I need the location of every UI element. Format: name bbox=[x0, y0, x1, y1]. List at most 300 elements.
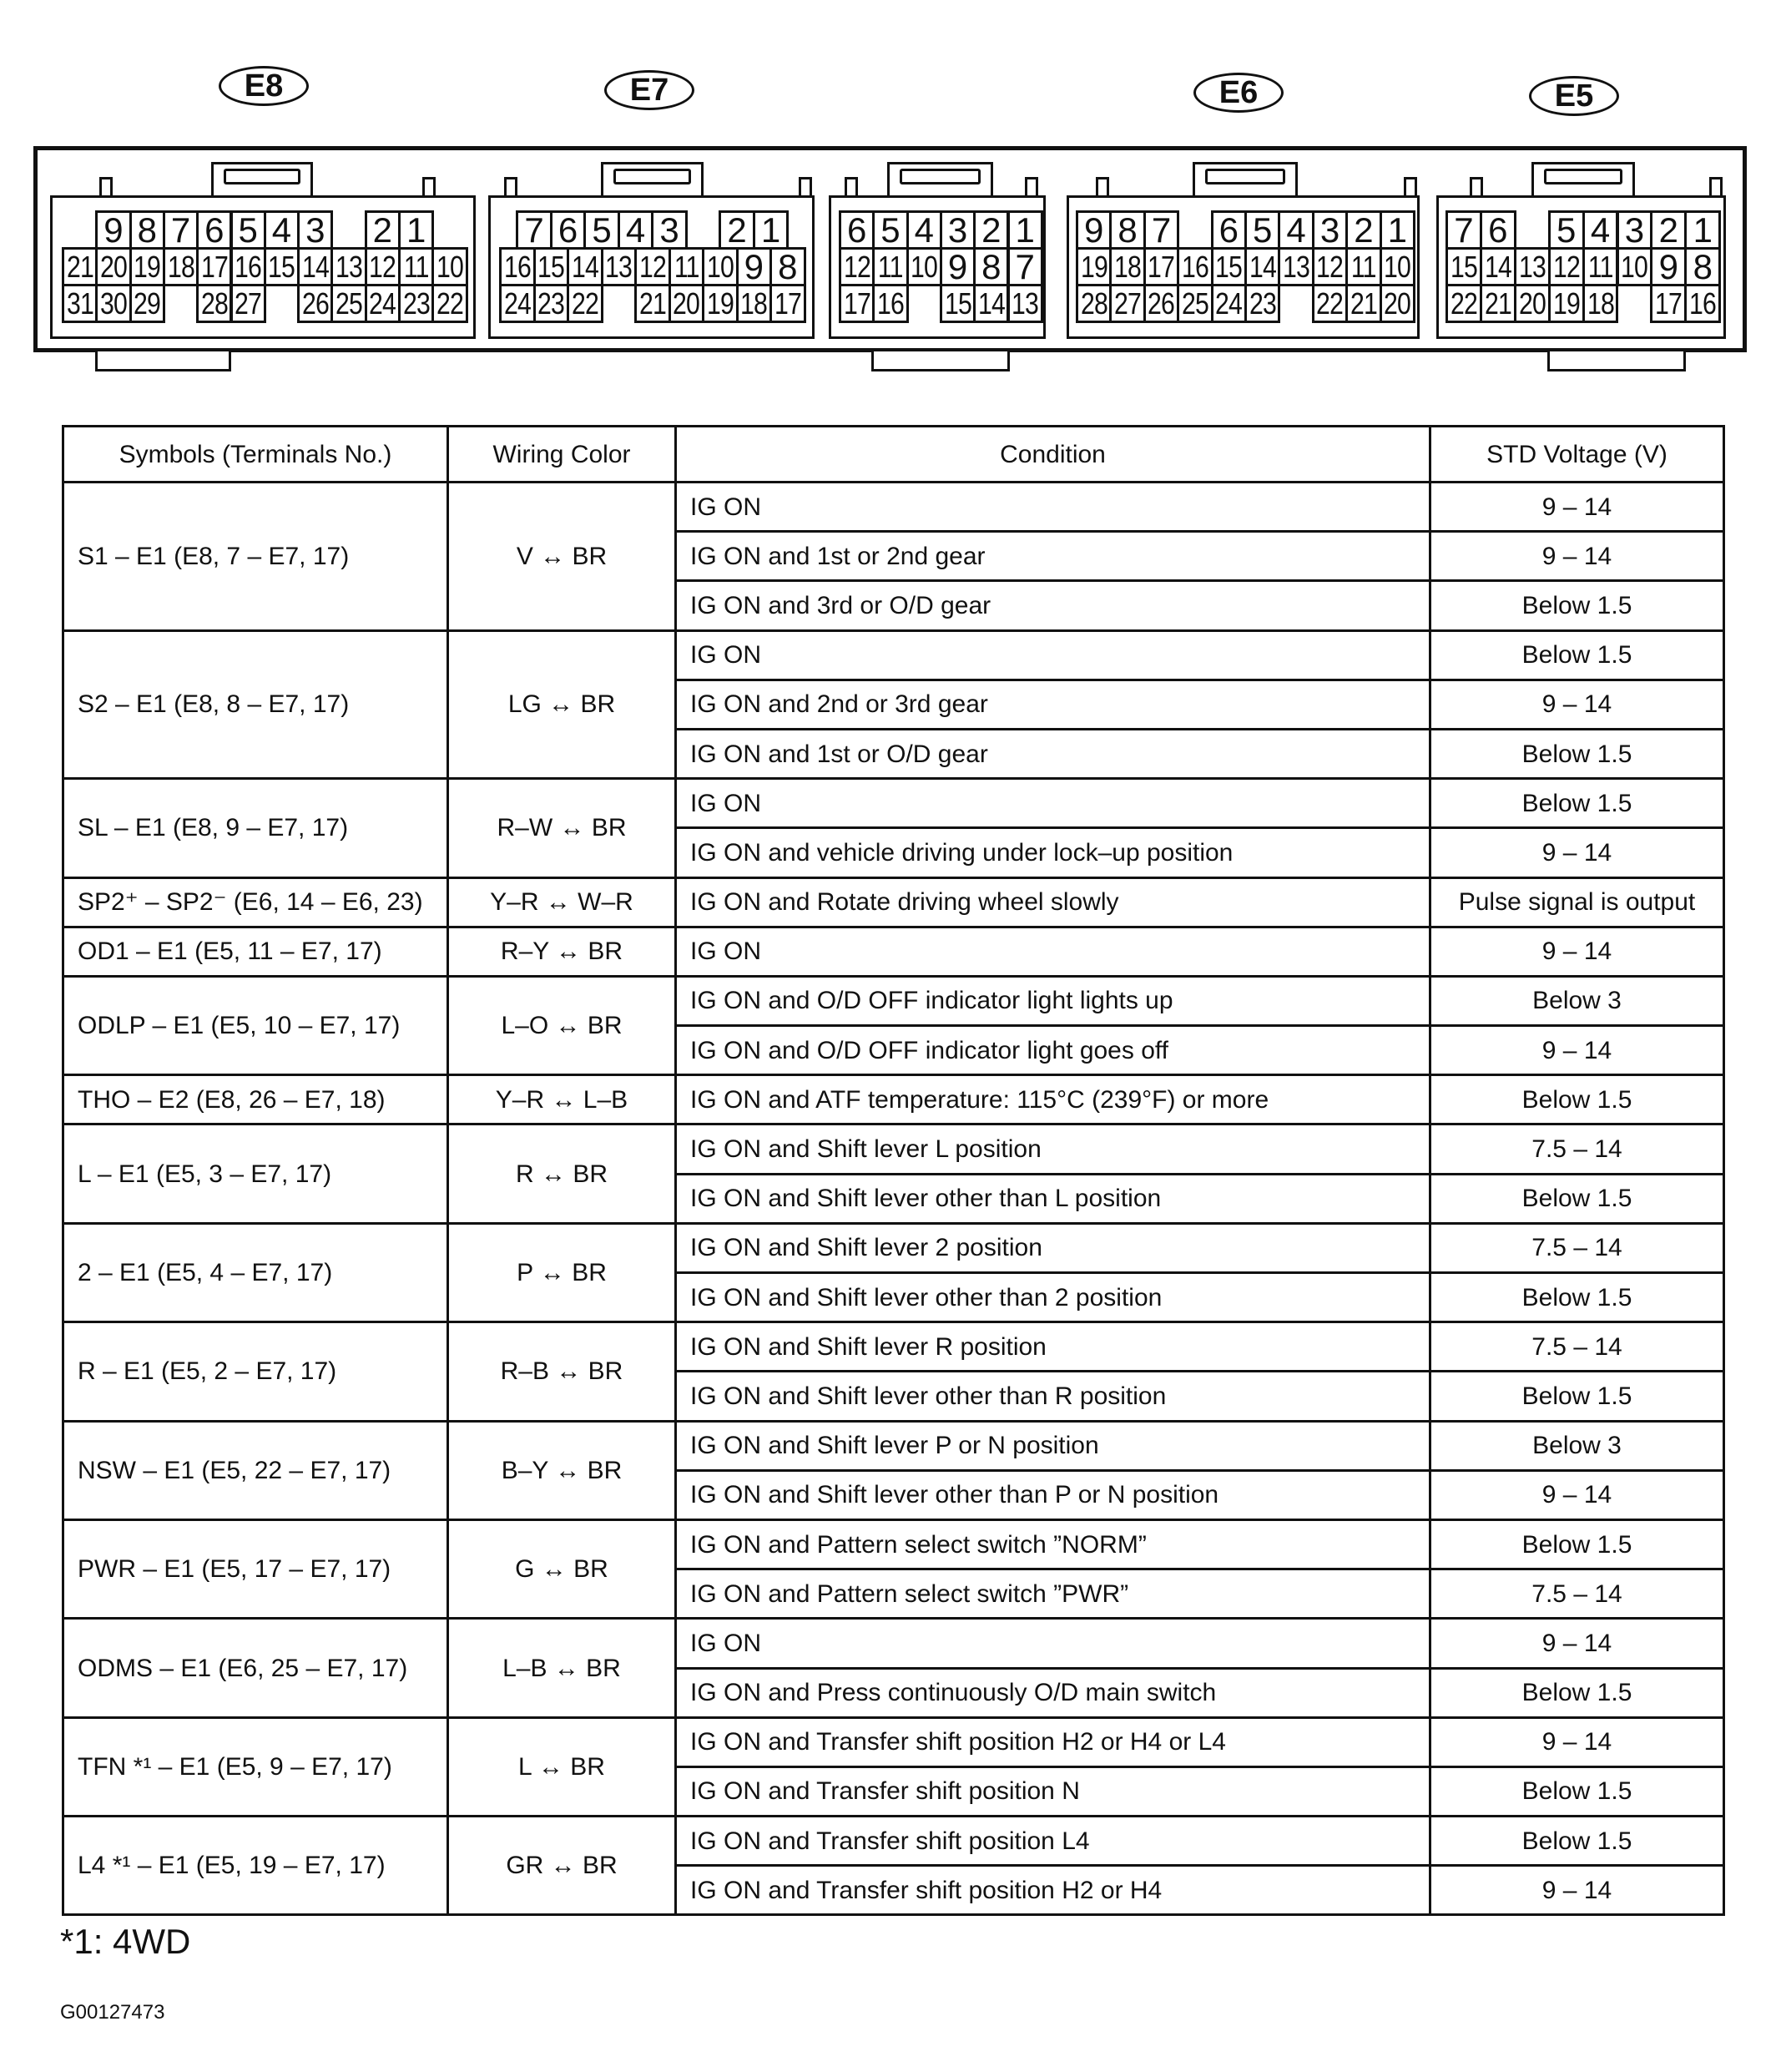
terminal-pin bbox=[550, 210, 587, 250]
wiring-color: L ↔ BR bbox=[448, 1717, 676, 1816]
wiring-color: LG ↔ BR bbox=[448, 630, 676, 779]
terminal-pin bbox=[669, 284, 705, 323]
test-condition: IG ON and Shift lever other than 2 position bbox=[676, 1273, 1430, 1322]
terminal-pin bbox=[1582, 284, 1619, 323]
terminal-pin bbox=[872, 284, 908, 323]
terminal-pin bbox=[1312, 247, 1348, 286]
terminal-pin bbox=[95, 210, 131, 250]
terminal-pin bbox=[1548, 284, 1585, 323]
std-voltage: 9 – 14 bbox=[1430, 1866, 1724, 1915]
test-condition: IG ON and ATF temperature: 115°C (239°F) or more bbox=[676, 1075, 1430, 1124]
terminal-number: 5 bbox=[880, 210, 901, 250]
terminal-pin bbox=[1345, 210, 1381, 250]
terminal-number: 17 bbox=[843, 286, 870, 321]
terminal-pin bbox=[736, 247, 773, 286]
terminal-pin bbox=[1445, 247, 1482, 286]
locating-key bbox=[504, 177, 517, 195]
terminal-number: 22 bbox=[571, 286, 598, 321]
terminal-pin bbox=[1445, 210, 1482, 250]
terminal-pin bbox=[1514, 247, 1551, 286]
wiring-color: L–O ↔ BR bbox=[448, 976, 676, 1074]
terminal-symbol: S1 – E1 (E8, 7 – E7, 17) bbox=[63, 483, 448, 631]
test-condition: IG ON and Transfer shift position H2 or H4 or L4 bbox=[676, 1717, 1430, 1766]
terminal-pin bbox=[702, 284, 739, 323]
test-condition: IG ON and Shift lever P or N position bbox=[676, 1421, 1430, 1470]
terminal-number: 24 bbox=[503, 286, 531, 321]
terminal-number: 12 bbox=[1552, 249, 1580, 284]
test-condition: IG ON and 2nd or 3rd gear bbox=[676, 680, 1430, 729]
test-condition: IG ON bbox=[676, 927, 1430, 976]
terminal-symbol: TFN *¹ – E1 (E5, 9 – E7, 17) bbox=[63, 1717, 448, 1816]
header-condition: Condition bbox=[676, 427, 1430, 483]
std-voltage: 9 – 14 bbox=[1430, 680, 1724, 729]
std-voltage: Below 1.5 bbox=[1430, 1668, 1724, 1717]
terminal-number: 16 bbox=[1181, 249, 1208, 284]
terminal-pin bbox=[1480, 247, 1516, 286]
terminal-pin bbox=[499, 247, 536, 286]
terminal-pin bbox=[940, 247, 976, 286]
terminal-pin bbox=[634, 247, 671, 286]
terminal-number: 12 bbox=[1316, 249, 1344, 284]
terminal-pin bbox=[516, 210, 552, 250]
latch-lever bbox=[1205, 169, 1285, 184]
terminal-symbol: THO – E2 (E8, 26 – E7, 18) bbox=[63, 1075, 448, 1124]
terminal-symbol: ODLP – E1 (E5, 10 – E7, 17) bbox=[63, 976, 448, 1074]
footnote: *1: 4WD bbox=[60, 1922, 191, 1961]
terminal-number: 10 bbox=[706, 249, 734, 284]
wiring-color: L–B ↔ BR bbox=[448, 1619, 676, 1717]
terminal-number: 6 bbox=[204, 210, 225, 250]
terminal-number: 28 bbox=[1080, 286, 1107, 321]
test-condition: IG ON and Rotate driving wheel slowly bbox=[676, 877, 1430, 927]
std-voltage: Below 1.5 bbox=[1430, 1766, 1724, 1816]
test-condition: IG ON and Pattern select switch ”PWR” bbox=[676, 1569, 1430, 1619]
terminal-number: 15 bbox=[1450, 249, 1477, 284]
terminal-pin bbox=[1514, 284, 1551, 323]
terminal-pin bbox=[1684, 210, 1721, 250]
terminal-pin bbox=[1380, 284, 1415, 323]
std-voltage: 9 – 14 bbox=[1430, 1470, 1724, 1519]
locating-key bbox=[845, 177, 858, 195]
std-voltage: Below 1.5 bbox=[1430, 630, 1724, 680]
terminal-number: 17 bbox=[774, 286, 801, 321]
test-condition: IG ON and O/D OFF indicator light goes off bbox=[676, 1026, 1430, 1075]
table-row bbox=[63, 1075, 1724, 1124]
terminal-pin bbox=[230, 247, 266, 286]
terminal-number: 2 bbox=[1658, 210, 1679, 250]
locating-key bbox=[422, 177, 436, 195]
std-voltage: Below 1.5 bbox=[1430, 581, 1724, 630]
test-condition: IG ON and Shift lever other than L position bbox=[676, 1174, 1430, 1223]
table-row bbox=[63, 1619, 1724, 1668]
terminal-number: 15 bbox=[1215, 249, 1243, 284]
locating-key bbox=[1096, 177, 1109, 195]
terminal-pin bbox=[1109, 247, 1145, 286]
terminal-pin bbox=[533, 247, 570, 286]
terminal-number: 11 bbox=[878, 249, 903, 284]
terminal-symbol: L4 *¹ – E1 (E5, 19 – E7, 17) bbox=[63, 1817, 448, 1915]
header-std-voltage: STD Voltage (V) bbox=[1430, 427, 1724, 483]
terminal-number: 6 bbox=[1488, 210, 1508, 250]
terminal-pin bbox=[230, 284, 266, 323]
table-row bbox=[63, 976, 1724, 1025]
terminal-number: 23 bbox=[402, 286, 430, 321]
wiring-color: Y–R ↔ W–R bbox=[448, 877, 676, 927]
terminal-symbol: S2 – E1 (E8, 8 – E7, 17) bbox=[63, 630, 448, 779]
terminal-pin bbox=[330, 247, 366, 286]
connector-bottom-tab bbox=[95, 351, 231, 371]
terminal-pin bbox=[839, 284, 875, 323]
terminal-pin bbox=[499, 284, 536, 323]
terminal-number: 6 bbox=[558, 210, 578, 250]
terminal-pin bbox=[601, 247, 638, 286]
terminal-number: 23 bbox=[537, 286, 565, 321]
table-row bbox=[63, 1717, 1724, 1766]
terminal-pin bbox=[1177, 284, 1213, 323]
terminal-number: 15 bbox=[537, 249, 565, 284]
terminal-pin bbox=[973, 210, 1009, 250]
terminal-number: 4 bbox=[625, 210, 646, 250]
std-voltage: Below 1.5 bbox=[1430, 1817, 1724, 1866]
terminal-pin bbox=[62, 284, 98, 323]
terminal-pin bbox=[1076, 210, 1112, 250]
terminal-number: 9 bbox=[1658, 247, 1679, 286]
locating-key bbox=[99, 177, 113, 195]
connector-label-e8: E8 bbox=[219, 66, 309, 106]
test-condition: IG ON bbox=[676, 779, 1430, 828]
terminal-number: 21 bbox=[1484, 286, 1511, 321]
terminal-number: 8 bbox=[1118, 210, 1138, 250]
latch-lever bbox=[613, 169, 691, 184]
terminal-number: 4 bbox=[271, 210, 292, 250]
connector-latch-tab bbox=[887, 162, 993, 195]
std-voltage: 9 – 14 bbox=[1430, 927, 1724, 976]
connector-label-e5: E5 bbox=[1529, 76, 1619, 116]
terminal-number: 23 bbox=[1249, 286, 1276, 321]
terminal-pin bbox=[129, 284, 165, 323]
terminal-pin bbox=[1445, 284, 1482, 323]
wiring-color: GR ↔ BR bbox=[448, 1817, 676, 1915]
terminal-pin bbox=[431, 247, 467, 286]
terminal-pin bbox=[1244, 284, 1280, 323]
terminal-number: 19 bbox=[1080, 249, 1107, 284]
table-row bbox=[63, 1124, 1724, 1174]
terminal-pin bbox=[1278, 210, 1314, 250]
connector-bottom-tab bbox=[1547, 351, 1686, 371]
terminal-number: 4 bbox=[1590, 210, 1611, 250]
table-row bbox=[63, 1519, 1724, 1569]
latch-lever bbox=[900, 169, 981, 184]
connector-latch-tab bbox=[1531, 162, 1635, 195]
terminal-pin bbox=[719, 210, 755, 250]
terminal-number: 13 bbox=[336, 249, 363, 284]
terminal-pin bbox=[1684, 247, 1721, 286]
terminal-number: 24 bbox=[369, 286, 396, 321]
terminal-pin bbox=[365, 247, 401, 286]
std-voltage: Below 1.5 bbox=[1430, 1174, 1724, 1223]
terminal-pin bbox=[753, 210, 790, 250]
test-condition: IG ON and 3rd or O/D gear bbox=[676, 581, 1430, 630]
terminal-number: 9 bbox=[1084, 210, 1104, 250]
table-row bbox=[63, 1322, 1724, 1372]
terminal-number: 11 bbox=[403, 249, 429, 284]
terminal-number: 24 bbox=[1215, 286, 1243, 321]
terminal-pin bbox=[872, 210, 908, 250]
terminal-pin bbox=[163, 247, 199, 286]
terminal-symbol: 2 – E1 (E5, 4 – E7, 17) bbox=[63, 1223, 448, 1322]
terminal-number: 27 bbox=[235, 286, 262, 321]
terminal-pin bbox=[618, 210, 654, 250]
terminal-number: 18 bbox=[1587, 286, 1614, 321]
terminal-pin bbox=[634, 284, 671, 323]
terminal-number: 22 bbox=[436, 286, 463, 321]
terminal-pin bbox=[330, 284, 366, 323]
header-symbols: Symbols (Terminals No.) bbox=[63, 427, 448, 483]
terminal-number: 20 bbox=[673, 286, 700, 321]
terminal-number: 26 bbox=[301, 286, 329, 321]
table-row bbox=[63, 1223, 1724, 1272]
terminal-number: 20 bbox=[99, 249, 127, 284]
terminal-pin bbox=[230, 210, 266, 250]
std-voltage: Below 1.5 bbox=[1430, 1273, 1724, 1322]
std-voltage: Below 1.5 bbox=[1430, 1372, 1724, 1421]
terminal-pin bbox=[1109, 210, 1145, 250]
terminal-number: 17 bbox=[200, 249, 228, 284]
terminal-pin bbox=[365, 284, 401, 323]
terminal-symbol: NSW – E1 (E5, 22 – E7, 17) bbox=[63, 1421, 448, 1519]
terminal-number: 10 bbox=[436, 249, 463, 284]
terminal-number: 3 bbox=[1624, 210, 1645, 250]
terminal-pin bbox=[736, 284, 773, 323]
terminal-pin bbox=[1548, 247, 1585, 286]
terminal-pin bbox=[1380, 247, 1415, 286]
terminal-pin bbox=[129, 247, 165, 286]
terminal-pin bbox=[1244, 247, 1280, 286]
terminal-pin bbox=[973, 247, 1009, 286]
terminal-pin bbox=[1007, 210, 1043, 250]
test-condition: IG ON and 1st or 2nd gear bbox=[676, 532, 1430, 581]
terminal-number: 19 bbox=[706, 286, 734, 321]
locating-key bbox=[799, 177, 812, 195]
terminal-pin bbox=[297, 210, 333, 250]
terminal-number: 14 bbox=[1249, 249, 1276, 284]
wiring-color: P ↔ BR bbox=[448, 1223, 676, 1322]
terminal-pin bbox=[906, 210, 942, 250]
std-voltage: 7.5 – 14 bbox=[1430, 1322, 1724, 1372]
terminal-number: 25 bbox=[1181, 286, 1208, 321]
test-condition: IG ON and Shift lever R position bbox=[676, 1322, 1430, 1372]
connector-latch-tab bbox=[211, 162, 313, 195]
terminal-number: 7 bbox=[1454, 210, 1474, 250]
terminal-symbol: ODMS – E1 (E6, 25 – E7, 17) bbox=[63, 1619, 448, 1717]
terminal-number: 11 bbox=[1351, 249, 1376, 284]
terminal-pin bbox=[651, 210, 688, 250]
terminal-pin bbox=[906, 247, 942, 286]
terminal-pin bbox=[567, 284, 603, 323]
std-voltage: 7.5 – 14 bbox=[1430, 1223, 1724, 1272]
test-condition: IG ON and 1st or O/D gear bbox=[676, 729, 1430, 778]
wiring-color: R–Y ↔ BR bbox=[448, 927, 676, 976]
terminal-pin bbox=[1650, 210, 1687, 250]
table-row bbox=[63, 927, 1724, 976]
terminal-number: 13 bbox=[1283, 249, 1310, 284]
terminal-number: 6 bbox=[1218, 210, 1239, 250]
terminal-number: 14 bbox=[1484, 249, 1511, 284]
std-voltage: Below 3 bbox=[1430, 1421, 1724, 1470]
terminal-pin bbox=[1007, 247, 1043, 286]
std-voltage: Below 1.5 bbox=[1430, 779, 1724, 828]
terminal-number: 3 bbox=[305, 210, 325, 250]
terminal-number: 13 bbox=[1518, 249, 1546, 284]
header-wiring-color: Wiring Color bbox=[448, 427, 676, 483]
test-condition: IG ON and Pattern select switch ”NORM” bbox=[676, 1519, 1430, 1569]
test-condition: IG ON and Transfer shift position H2 or H4 bbox=[676, 1866, 1430, 1915]
test-condition: IG ON and Shift lever L position bbox=[676, 1124, 1430, 1174]
std-voltage: Below 1.5 bbox=[1430, 729, 1724, 778]
terminal-number: 27 bbox=[1114, 286, 1142, 321]
terminal-pin bbox=[1177, 247, 1213, 286]
terminal-pin bbox=[1211, 210, 1247, 250]
document-id: G00127473 bbox=[60, 2001, 165, 2024]
connector-bottom-tab bbox=[871, 351, 1010, 371]
terminal-number: 19 bbox=[1552, 286, 1580, 321]
test-condition: IG ON and O/D OFF indicator light lights up bbox=[676, 976, 1430, 1025]
terminal-symbol: L – E1 (E5, 3 – E7, 17) bbox=[63, 1124, 448, 1223]
table-header-row bbox=[63, 427, 1724, 483]
terminal-number: 5 bbox=[1253, 210, 1273, 250]
terminal-pin bbox=[1582, 210, 1619, 250]
terminal-pin bbox=[702, 247, 739, 286]
terminal-number: 3 bbox=[1319, 210, 1340, 250]
terminal-pin bbox=[129, 210, 165, 250]
terminal-pin bbox=[1076, 284, 1112, 323]
terminal-number: 7 bbox=[1151, 210, 1172, 250]
terminal-number: 2 bbox=[727, 210, 747, 250]
terminal-pin bbox=[1076, 247, 1112, 286]
terminal-number: 7 bbox=[1015, 247, 1035, 286]
terminal-pin bbox=[1312, 210, 1348, 250]
terminal-number: 30 bbox=[99, 286, 127, 321]
std-voltage: 7.5 – 14 bbox=[1430, 1124, 1724, 1174]
terminal-number: 16 bbox=[876, 286, 904, 321]
terminal-pin bbox=[398, 284, 434, 323]
terminal-number: 15 bbox=[268, 249, 295, 284]
terminal-number: 25 bbox=[336, 286, 363, 321]
terminal-pin bbox=[1211, 284, 1247, 323]
terminal-pin bbox=[398, 247, 434, 286]
terminal-number: 12 bbox=[638, 249, 666, 284]
terminal-number: 10 bbox=[1621, 249, 1648, 284]
terminal-pin bbox=[1480, 284, 1516, 323]
terminal-number: 2 bbox=[1354, 210, 1374, 250]
test-condition: IG ON bbox=[676, 1619, 1430, 1668]
test-condition: IG ON bbox=[676, 483, 1430, 532]
terminal-symbol: SL – E1 (E8, 9 – E7, 17) bbox=[63, 779, 448, 877]
terminal-pin bbox=[1548, 210, 1585, 250]
test-condition: IG ON and Shift lever other than R position bbox=[676, 1372, 1430, 1421]
std-voltage: 9 – 14 bbox=[1430, 1619, 1724, 1668]
terminal-pin bbox=[1143, 247, 1179, 286]
terminal-number: 29 bbox=[134, 286, 161, 321]
terminal-number: 9 bbox=[744, 247, 764, 286]
terminal-pin bbox=[1143, 284, 1179, 323]
terminal-number: 20 bbox=[1384, 286, 1411, 321]
terminal-number: 12 bbox=[369, 249, 396, 284]
terminal-number: 14 bbox=[301, 249, 329, 284]
terminal-number: 8 bbox=[137, 210, 157, 250]
terminal-number: 11 bbox=[1587, 249, 1613, 284]
terminal-pin bbox=[839, 210, 875, 250]
terminal-symbol: OD1 – E1 (E5, 11 – E7, 17) bbox=[63, 927, 448, 976]
terminal-number: 18 bbox=[167, 249, 194, 284]
terminal-pin bbox=[365, 210, 401, 250]
std-voltage: 9 – 14 bbox=[1430, 1026, 1724, 1075]
terminal-number: 1 bbox=[1693, 210, 1713, 250]
test-condition: IG ON and Transfer shift position L4 bbox=[676, 1817, 1430, 1866]
terminal-pin bbox=[1211, 247, 1247, 286]
terminal-number: 17 bbox=[1655, 286, 1683, 321]
wiring-color: R–W ↔ BR bbox=[448, 779, 676, 877]
terminal-number: 16 bbox=[1689, 286, 1717, 321]
wiring-color: G ↔ BR bbox=[448, 1519, 676, 1618]
terminal-pin bbox=[62, 247, 98, 286]
terminal-pin bbox=[1617, 210, 1653, 250]
terminal-pin bbox=[297, 247, 333, 286]
terminal-symbol: PWR – E1 (E5, 17 – E7, 17) bbox=[63, 1519, 448, 1618]
terminal-number: 31 bbox=[66, 286, 93, 321]
terminal-pin bbox=[431, 284, 467, 323]
terminal-number: 18 bbox=[1114, 249, 1142, 284]
wiring-color: R ↔ BR bbox=[448, 1124, 676, 1223]
terminal-number: 11 bbox=[674, 249, 699, 284]
wiring-color: B–Y ↔ BR bbox=[448, 1421, 676, 1519]
terminal-pin bbox=[95, 247, 131, 286]
connector-latch-tab bbox=[1193, 162, 1298, 195]
terminal-pin bbox=[1684, 284, 1721, 323]
terminal-pin bbox=[163, 210, 199, 250]
terminal-number: 14 bbox=[977, 286, 1005, 321]
terminal-number: 13 bbox=[1012, 286, 1039, 321]
test-condition: IG ON and vehicle driving under lock–up position bbox=[676, 828, 1430, 877]
terminal-number: 20 bbox=[1518, 286, 1546, 321]
terminal-number: 2 bbox=[981, 210, 1001, 250]
std-voltage: 7.5 – 14 bbox=[1430, 1569, 1724, 1619]
terminal-pin bbox=[839, 247, 875, 286]
terminal-number: 8 bbox=[1693, 247, 1713, 286]
std-voltage: Below 1.5 bbox=[1430, 1519, 1724, 1569]
terminal-number: 2 bbox=[372, 210, 393, 250]
terminal-pin bbox=[1345, 247, 1381, 286]
terminal-pin bbox=[196, 247, 232, 286]
terminal-pin bbox=[1650, 247, 1687, 286]
terminal-pin bbox=[1312, 284, 1348, 323]
terminal-number: 14 bbox=[571, 249, 598, 284]
table-row bbox=[63, 483, 1724, 532]
terminal-pin bbox=[1650, 284, 1687, 323]
terminal-pin bbox=[1480, 210, 1516, 250]
terminal-number: 21 bbox=[66, 249, 93, 284]
terminal-number: 8 bbox=[778, 247, 798, 286]
table-row bbox=[63, 779, 1724, 828]
terminal-number: 5 bbox=[1556, 210, 1577, 250]
test-condition: IG ON bbox=[676, 630, 1430, 680]
locating-key bbox=[1025, 177, 1038, 195]
terminal-number: 22 bbox=[1316, 286, 1344, 321]
terminal-number: 26 bbox=[1148, 286, 1175, 321]
terminal-number: 9 bbox=[103, 210, 124, 250]
terminal-pin bbox=[567, 247, 603, 286]
terminal-pin bbox=[1143, 210, 1179, 250]
